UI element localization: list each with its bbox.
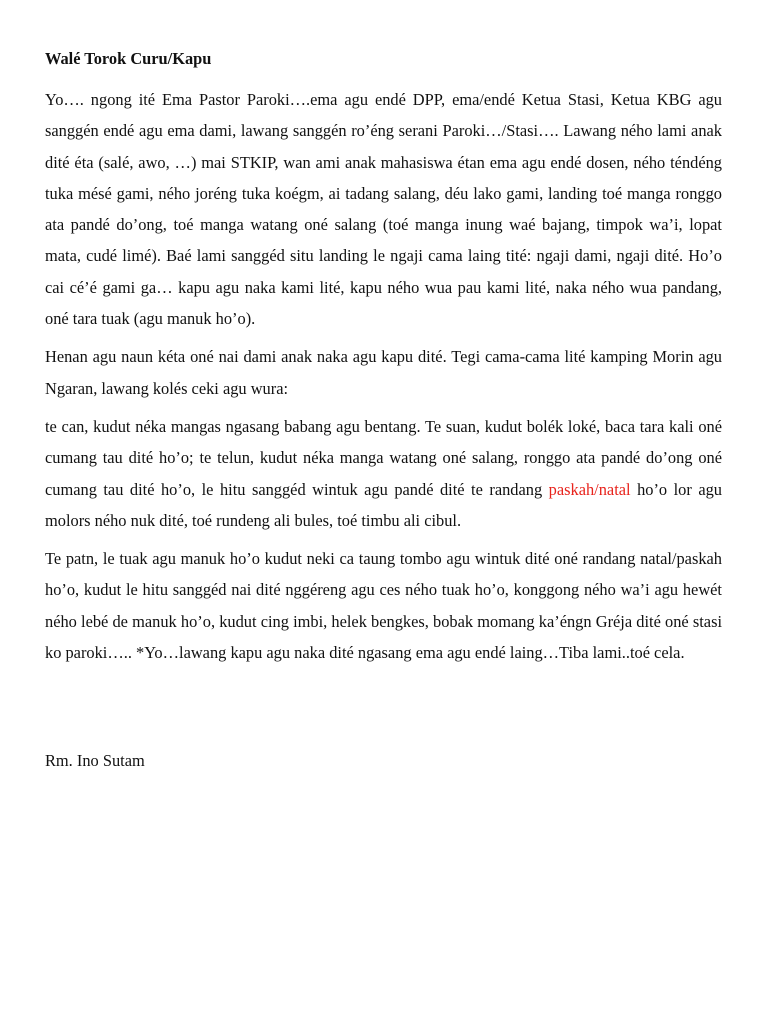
- paragraph-2: Henan agu naun kéta oné nai dami anak naka agu kapu dité. Tegi cama-cama lité kamping Morin agu Ngaran, lawang kolés ceki agu wura:: [45, 347, 722, 398]
- paragraph-3: [45, 411, 722, 536]
- document-title: Walé Torok Curu/Kapu: [45, 49, 212, 68]
- document-page: [45, 47, 722, 770]
- highlighted-term: paskah/natal: [548, 479, 631, 499]
- signature: Rm. Ino Sutam: [45, 751, 145, 770]
- paragraph-3-text-after: ho’o lor agu molors ného nuk dité, toé rundeng ali bules, toé timbu ali cibul.: [45, 479, 722, 530]
- paragraph-3-text-before: te can, kudut néka mangas ngasang babang agu bentang. Te suan, kudut bolék loké, baca tara kali oné cumang tau dité ho’o; te telun, kudut néka manga watang oné salang, ronggo ata pandé do’ong oné cumang tau dité ho’o, le hitu sanggéd wintuk agu pandé dité te randang: [45, 416, 722, 499]
- paragraph-1: Yo…. ngong ité Ema Pastor Paroki….ema agu endé DPP, ema/endé Ketua Stasi, Ketua KBG agu sanggén endé agu ema dami, lawang sanggén ro’éng serani Paroki…/Stasi…. Lawang ného lami anak dité éta (salé, awo, …) mai STKIP, wan ami anak mahasiswa étan ema agu endé dosen, ného téndéng tuka mésé gami, ného joréng tuka koégm, ai tadang salang, déu lako gami, landing toé manga ronggo ata pandé do’ong, toé manga watang oné salang (toé manga inung waé bajang, timpok wa’i, lopat mata, cudé limé). Baé lami sanggéd situ landing le ngaji cama laing tité: ngaji dami, ngaji dité. Ho’o cai cé’é gami ga… kapu agu naka kami lité, kapu ného wua pau kami lité, naka ného wua pandang, oné tara tuak (agu manuk ho’o).: [45, 90, 722, 329]
- paragraph-4: Te patn, le tuak agu manuk ho’o kudut neki ca taung tombo agu wintuk dité oné randang natal/paskah ho’o, kudut le hitu sanggéd nai dité nggéreng agu ces ného tuak ho’o, konggong ného wa’i agu hewét ného lebé de manuk ho’o, kudut cing imbi, helek bengkes, bobak momang ka’éngn Gréja dité oné stasi ko paroki….. *Yo…lawang kapu agu naka dité ngasang ema agu endé laing…Tiba lami..toé cela.: [45, 549, 722, 663]
